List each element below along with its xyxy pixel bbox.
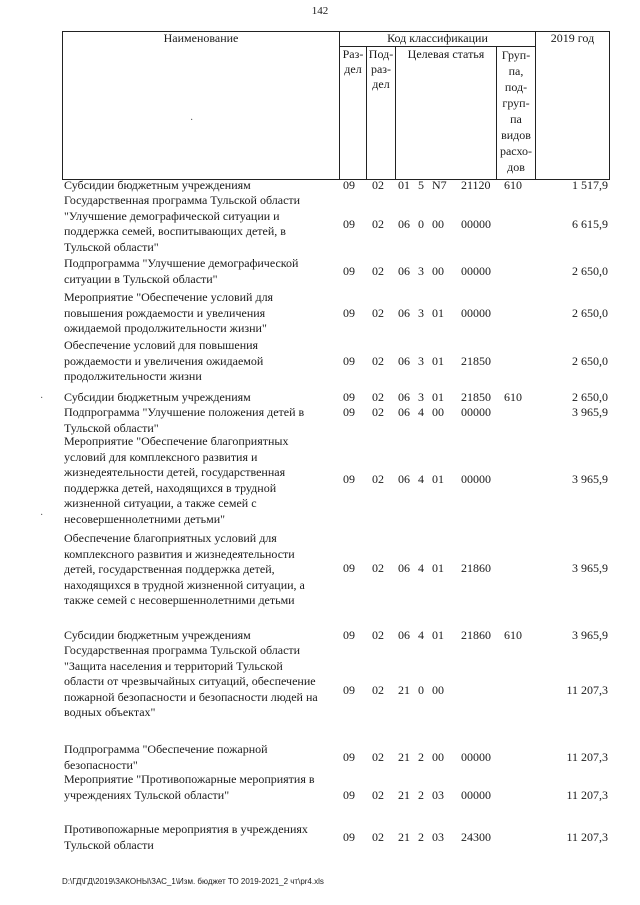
margin-mark: · <box>40 510 44 521</box>
row-name: Обеспечение благоприятных условий для комплексного развития и жизнедеятельности детей, государственная поддержка детей, находящихся в трудной жизненной ситуации, а также семей с несовершеннолетними детьми <box>64 531 305 608</box>
expense-type-code: 610 <box>504 628 522 642</box>
amount-2019: 3 965,9 <box>572 472 608 486</box>
subprogram-code: 0 <box>418 217 424 231</box>
row-name: Субсидии бюджетным учреждениям <box>64 178 251 192</box>
section-code: 09 <box>343 750 355 764</box>
event-code: 01 <box>432 306 444 320</box>
subprogram-code: 4 <box>418 561 424 575</box>
event-code: 00 <box>432 217 444 231</box>
amount-2019: 1 517,9 <box>572 178 608 192</box>
direction-code: 00000 <box>461 217 491 231</box>
subprogram-code: 4 <box>418 628 424 642</box>
direction-code: 00000 <box>461 750 491 764</box>
section-code: 09 <box>343 217 355 231</box>
subsection-code: 02 <box>372 472 384 486</box>
direction-code: 21850 <box>461 390 491 404</box>
row-name: Субсидии бюджетным учреждениям <box>64 390 251 404</box>
section-code: 09 <box>343 354 355 368</box>
subprogram-code: 4 <box>418 405 424 419</box>
program-code: 21 <box>398 830 410 844</box>
program-code: 01 <box>398 178 410 192</box>
expense-type-code: 610 <box>504 390 522 404</box>
subsection-code: 02 <box>372 178 384 192</box>
program-code: 21 <box>398 750 410 764</box>
program-code: 06 <box>398 306 410 320</box>
subsection-code: 02 <box>372 405 384 419</box>
amount-2019: 6 615,9 <box>572 217 608 231</box>
subprogram-code: 2 <box>418 788 424 802</box>
row-name: Мероприятие "Обеспечение благоприятных условий для комплексного развития и жизнедеятельности детей, государственная поддержка детей, находящихся в трудной жизненной ситуации, а также семей с несовершеннолетними детьми" <box>64 434 289 526</box>
subsection-code: 02 <box>372 561 384 575</box>
section-code: 09 <box>343 306 355 320</box>
section-code: 09 <box>343 788 355 802</box>
expense-group-header: Груп- па, под- груп- па видов расхо- дов <box>499 48 533 174</box>
event-code: 03 <box>432 830 444 844</box>
subsection-header: Под- раз- дел <box>368 47 394 91</box>
table-header <box>0 19 640 179</box>
section-code: 09 <box>343 830 355 844</box>
program-code: 06 <box>398 354 410 368</box>
row-name: Обеспечение условий для повышения рождаемости и увеличения ожидаемой продолжительности жизни <box>64 338 264 384</box>
row-name: Подпрограмма "Улучшение положения детей в Тульской области" <box>64 405 305 435</box>
section-header: Раз- дел <box>342 47 364 76</box>
amount-2019: 2 650,0 <box>572 306 608 320</box>
file-path-footer: D:\ГД\ГД\2019\ЗАКОНЫ\ЗАС_1\Изм. бюджет ТО 2019-2021_2 чт\pr4.xls <box>62 877 324 886</box>
subsection-code: 02 <box>372 306 384 320</box>
row-name: Субсидии бюджетным учреждениям <box>64 628 251 642</box>
event-code: 01 <box>432 390 444 404</box>
direction-code: 21860 <box>461 628 491 642</box>
subprogram-code: 2 <box>418 830 424 844</box>
subprogram-code: 3 <box>418 390 424 404</box>
program-code: 06 <box>398 561 410 575</box>
event-code: 00 <box>432 405 444 419</box>
amount-2019: 2 650,0 <box>572 264 608 278</box>
subprogram-code: 4 <box>418 472 424 486</box>
program-code: 21 <box>398 683 410 697</box>
row-name: Мероприятие "Обеспечение условий для повышения рождаемости и увеличения ожидаемой продолжительности жизни" <box>64 290 274 336</box>
subsection-code: 02 <box>372 354 384 368</box>
section-code: 09 <box>343 472 355 486</box>
subprogram-code: 3 <box>418 264 424 278</box>
subsection-code: 02 <box>372 628 384 642</box>
section-code: 09 <box>343 390 355 404</box>
direction-code: 00000 <box>461 405 491 419</box>
section-code: 09 <box>343 178 355 192</box>
direction-code: 00000 <box>461 472 491 486</box>
amount-2019: 11 207,3 <box>566 830 608 844</box>
section-code: 09 <box>343 264 355 278</box>
subsection-code: 02 <box>372 683 384 697</box>
amount-2019: 11 207,3 <box>566 683 608 697</box>
target-article-header: Целевая статья <box>407 47 485 61</box>
subsection-code: 02 <box>372 264 384 278</box>
scan-speck: · <box>190 115 194 126</box>
amount-2019: 3 965,9 <box>572 628 608 642</box>
direction-code: 21860 <box>461 561 491 575</box>
direction-code: 24300 <box>461 830 491 844</box>
event-code: N7 <box>432 178 447 192</box>
section-code: 09 <box>343 405 355 419</box>
section-code: 09 <box>343 683 355 697</box>
expense-type-code: 610 <box>504 178 522 192</box>
direction-code: 00000 <box>461 788 491 802</box>
row-name: Государственная программа Тульской области "Улучшение демографической ситуации и поддержка семей, воспитывающих детей, в Тульской области" <box>64 193 301 254</box>
program-code: 21 <box>398 788 410 802</box>
event-code: 00 <box>432 683 444 697</box>
amount-2019: 2 650,0 <box>572 354 608 368</box>
page-number: 142 <box>311 5 329 17</box>
event-code: 01 <box>432 628 444 642</box>
row-name: Подпрограмма "Улучшение демографической ситуации в Тульской области" <box>64 256 299 286</box>
subprogram-code: 5 <box>418 178 424 192</box>
subprogram-code: 3 <box>418 306 424 320</box>
direction-code: 21120 <box>461 178 491 192</box>
row-name: Подпрограмма "Обеспечение пожарной безопасности" <box>64 742 268 772</box>
subsection-code: 02 <box>372 217 384 231</box>
margin-mark: · <box>40 393 44 404</box>
event-code: 00 <box>432 750 444 764</box>
subprogram-code: 3 <box>418 354 424 368</box>
subsection-code: 02 <box>372 390 384 404</box>
subsection-code: 02 <box>372 750 384 764</box>
direction-code: 00000 <box>461 264 491 278</box>
program-code: 06 <box>398 390 410 404</box>
program-code: 06 <box>398 628 410 642</box>
column-name-header: Наименование <box>163 31 239 45</box>
subsection-code: 02 <box>372 830 384 844</box>
event-code: 03 <box>432 788 444 802</box>
classification-code-header: Код классификации <box>387 31 488 45</box>
event-code: 01 <box>432 472 444 486</box>
section-code: 09 <box>343 561 355 575</box>
program-code: 06 <box>398 472 410 486</box>
event-code: 01 <box>432 561 444 575</box>
amount-2019: 11 207,3 <box>566 750 608 764</box>
amount-2019: 3 965,9 <box>572 561 608 575</box>
amount-2019: 3 965,9 <box>572 405 608 419</box>
subprogram-code: 2 <box>418 750 424 764</box>
row-name: Мероприятие "Противопожарные мероприятия в учреждениях Тульской области" <box>64 772 315 802</box>
section-code: 09 <box>343 628 355 642</box>
program-code: 06 <box>398 217 410 231</box>
direction-code: 00000 <box>461 306 491 320</box>
amount-2019: 2 650,0 <box>572 390 608 404</box>
subprogram-code: 0 <box>418 683 424 697</box>
row-name: Противопожарные мероприятия в учреждениях Тульской области <box>64 822 308 852</box>
program-code: 06 <box>398 405 410 419</box>
direction-code: 21850 <box>461 354 491 368</box>
amount-2019: 11 207,3 <box>566 788 608 802</box>
event-code: 00 <box>432 264 444 278</box>
subsection-code: 02 <box>372 788 384 802</box>
event-code: 01 <box>432 354 444 368</box>
row-name: Государственная программа Тульской области "Защита населения и территорий Тульской области от чрезвычайных ситуаций, обеспечение пожарной безопасности и безопасности людей на водных объектах" <box>64 643 318 720</box>
program-code: 06 <box>398 264 410 278</box>
year-header: 2019 год <box>550 31 595 45</box>
